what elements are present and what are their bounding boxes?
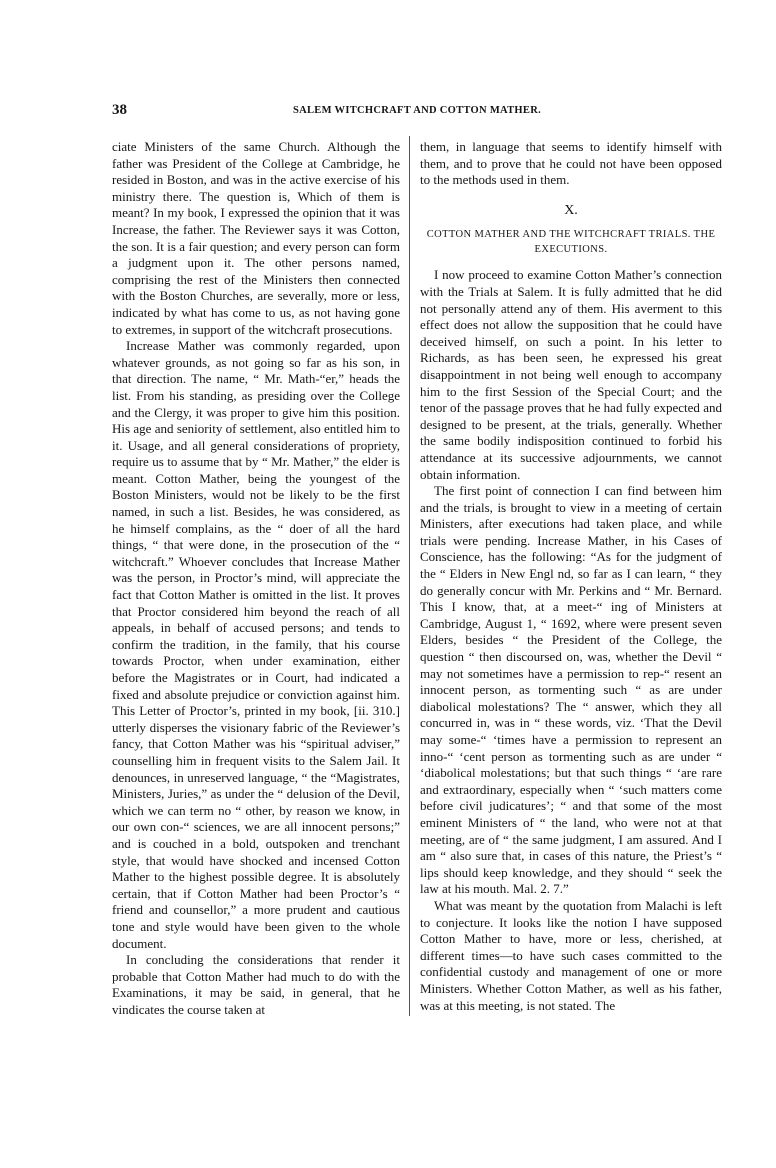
paragraph: What was meant by the quotation from Malachi is left to conjecture. It looks like the notion I have supposed Cotton Mather to have, more or less, cherished, at different times—to have such cases committed to the confidential custody and management of one or more Ministers. Whether Cotton Mather, as well as his father, was at this meeting, is not stated. The <box>420 897 722 1013</box>
paragraph: Increase Mather was commonly regarded, upon whatever grounds, as not going so far as his son, in that direction. The name, “ Mr. Math-“er,” heads the list. From his standing, as presiding over the College and the Clergy, it was proper to give him this position. His age and seniority of settlement, also entitled him to it. Usage, and all general considerations of propriety, require us to assume that by “ Mr. Mather,” the elder is meant. Cotton Mather, being the youngest of the Boston Ministers, would not be likely to be the first named, in such a list. Besides, he was considered, as he himself complains, as the “ doer of all the hard things, “ that were done, in the prosecution of the “ witchcraft.” Whoever concludes that Increase Mather was the person, in Proctor’s mind, will appreciate the fact that Cotton Mather is omitted in the list. It proves that Proctor considered him beyond the reach of all appeals, in behalf of accused persons; and tends to confirm the tradition, in the family, that his course towards Proctor, when under examination, either before the Magistrates or in Court, had indicated a fixed and absolute prejudice or conviction against him. This Letter of Proctor’s, printed in my book, [ii. 310.] utterly disperses the visionary fabric of the Reviewer’s fancy, that Cotton Mather was his “spiritual adviser,” counselling him in frequent visits to the Salem Jail. It denounces, in unreserved language, “ the “Magistrates, Ministers, Juries,” as under the “ delusion of the Devil, which we can term no “ other, by reason we know, in our own con-“ sciences, we are all innocent persons;” and is couched in a bold, outspoken and trenchant style, that would have shocked and incensed Cotton Mather to the highest possible degree. It is absolutely certain, that if Cotton Mather had been Proctor’s “ friend and counsellor,” a more prudent and cautious tone and style would have been given to the whole document. <box>112 338 400 951</box>
running-title: SALEM WITCHCRAFT AND COTTON MATHER. <box>292 105 542 116</box>
paragraph: ciate Ministers of the same Church. Although the father was President of the College at Cambridge, he resided in Boston, and was in the active exercise of his ministry there. The question is, Which of them is meant? In my book, I expressed the opinion that it was Increase, the father. The Reviewer says it was Cotton, the son. It is a fair question; and every person can form a judgment upon it. The other persons named, comprising the rest of the Ministers then connected with the Boston Churches, are severally, more or less, indicated by what has come to us, as not having gone to extremes, in support of the witchcraft prosecutions. <box>112 139 400 337</box>
column-divider <box>409 136 410 1016</box>
page-number: 38 <box>112 102 127 118</box>
left-column <box>112 139 400 1018</box>
section-title: COTTON MATHER AND THE WITCHCRAFT TRIALS. THE EXECUTIONS. <box>426 229 716 256</box>
paragraph: The first point of connection I can find between him and the trials, is brought to view in a meeting of certain Ministers, after executions had taken place, and while trials were pending. Increase Mather, in his Cases of Conscience, has the following: “As for the judgment of the “ Elders in New Engl nd, so far as I can learn, “ they do generally concur with Mr. Perkins and “ Mr. Bernard. This I know, that, at a meet-“ ing of Ministers at Cambridge, August 1, “ 1692, where were present seven Elders, besides “ the President of the College, the question “ then discoursed on, was, whether the Devil “ may not sometimes have a permission to rep-“ resent an innocent person, as tormenting such “ as are under diabolical molestations? The “ answer, which they all concurred in, was in “ these words, viz. ‘That the Devil may some-“ ‘times have a permission to represent an inno-“ ‘cent person as tormenting such as are under “ ‘diabolical molestations; but that such things “ ‘are rare and extraordinary, especially when “ ‘such matters come before civil judicatures’; “ and that some of the most eminent Ministers of “ the land, who were not at that meeting, are of “ the same judgment, I am assured. And I am “ also sure that, in cases of this nature, the Priest’s “ lips should keep knowledge, and they should “ seek the law at his mouth. Mal. 2. 7.” <box>420 483 722 897</box>
section-number: X. <box>564 202 578 218</box>
paragraph: In concluding the considerations that render it probable that Cotton Mather had much to do with the Examinations, it may be said, in general, that he vindicates the course taken at <box>112 952 400 1017</box>
right-column <box>420 139 722 1014</box>
paragraph: them, in language that seems to identify himself with them, and to prove that he could not have been opposed to the methods used in them. <box>420 139 722 188</box>
paragraph: I now proceed to examine Cotton Mather’s connection with the Trials at Salem. It is fully admitted that he did not personally attend any of them. His averment to this effect does not allow the supposition that he could have deceived himself, on such a point. In his letter to Richards, as has been seen, he expressed his great disappointment in not being well enough to accompany him to the first Session of the Special Court; and the tenor of the passage proves that he had fully expected and designed to be present, at the trials, generally. Whether the same bodily indisposition continued to forbid his attendance at its successive adjournments, we cannot obtain information. <box>420 267 722 482</box>
page-header <box>112 102 722 120</box>
